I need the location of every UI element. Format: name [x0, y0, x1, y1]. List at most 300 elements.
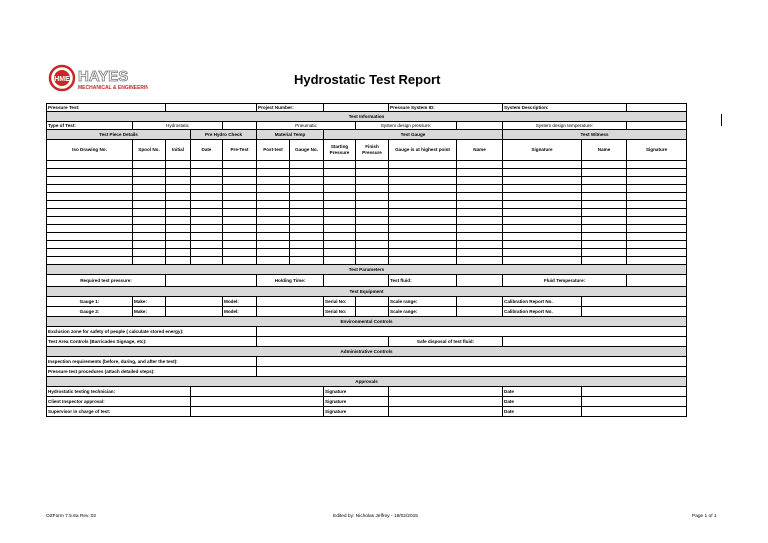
table-cell[interactable] [389, 201, 457, 209]
table-row [47, 201, 687, 209]
table-cell[interactable] [356, 249, 389, 257]
table-cell[interactable] [356, 217, 389, 225]
table-row [47, 225, 687, 233]
table-cell[interactable] [356, 185, 389, 193]
technician-date-field[interactable] [582, 387, 687, 397]
table-cell[interactable] [133, 193, 166, 201]
table-cell[interactable] [257, 201, 290, 209]
supervisor-name-field[interactable] [191, 407, 324, 417]
table-cell[interactable] [324, 161, 356, 169]
section-test-parameters: Test Parameters [47, 265, 687, 275]
table-cell[interactable] [582, 209, 627, 217]
type-of-test-label: Type of Test: [47, 122, 133, 130]
technician-signature-field[interactable] [389, 387, 503, 397]
client-inspector-signature-label: Signature [324, 397, 389, 407]
table-cell[interactable] [47, 217, 133, 225]
table-row [47, 161, 687, 169]
col-witness-signature-1: Signature [503, 140, 582, 161]
table-cell[interactable] [166, 241, 191, 249]
table-cell[interactable] [503, 161, 582, 169]
table-cell[interactable] [133, 177, 166, 185]
table-cell[interactable] [503, 169, 582, 177]
table-cell[interactable] [191, 241, 223, 249]
table-cell[interactable] [582, 185, 627, 193]
test-area-field[interactable] [257, 337, 389, 347]
table-cell[interactable] [257, 209, 290, 217]
table-cell[interactable] [257, 241, 290, 249]
table-cell[interactable] [356, 177, 389, 185]
col-witness-name-2: Name [582, 140, 627, 161]
table-cell[interactable] [457, 241, 503, 249]
gauge2-model-field[interactable] [257, 307, 324, 317]
pressure-procedures-row [47, 367, 687, 377]
table-cell[interactable] [191, 185, 223, 193]
pressure-procedures-field[interactable] [257, 367, 687, 377]
table-cell[interactable] [582, 217, 627, 225]
table-cell[interactable] [389, 233, 457, 241]
col-witness-name-1: Name [457, 140, 503, 161]
table-cell[interactable] [627, 249, 687, 257]
design-temperature-label: System design temperature: [503, 122, 627, 130]
table-cell[interactable] [290, 177, 324, 185]
table-cell[interactable] [133, 249, 166, 257]
table-cell[interactable] [223, 193, 257, 201]
table-cell[interactable] [290, 201, 324, 209]
table-cell[interactable] [191, 177, 223, 185]
gauge2-make-field[interactable] [166, 307, 223, 317]
exclusion-zone-label: Exclusion zone for safety of people ( calculate stored energy): [47, 327, 257, 337]
table-cell[interactable] [389, 161, 457, 169]
test-fluid-field[interactable] [457, 275, 503, 287]
table-cell[interactable] [503, 201, 582, 209]
table-cell[interactable] [457, 169, 503, 177]
table-cell[interactable] [47, 193, 133, 201]
table-cell[interactable] [627, 193, 687, 201]
inspection-req-label: Inspection requirements (before, during, and after the test): [47, 357, 257, 367]
table-cell[interactable] [627, 161, 687, 169]
gauge1-serial-field[interactable] [356, 297, 389, 307]
table-cell[interactable] [324, 185, 356, 193]
table-cell[interactable] [582, 257, 627, 265]
table-cell[interactable] [191, 209, 223, 217]
table-cell[interactable] [223, 225, 257, 233]
table-cell[interactable] [503, 209, 582, 217]
gauge1-label: Gauge 1: [47, 297, 133, 307]
table-cell[interactable] [223, 169, 257, 177]
table-cell[interactable] [257, 217, 290, 225]
table-cell[interactable] [627, 241, 687, 249]
table-cell[interactable] [503, 177, 582, 185]
table-cell[interactable] [324, 249, 356, 257]
table-cell[interactable] [290, 241, 324, 249]
table-cell[interactable] [457, 185, 503, 193]
gauge2-scale-field[interactable] [457, 307, 503, 317]
table-cell[interactable] [389, 169, 457, 177]
client-inspector-row [47, 397, 687, 407]
table-cell[interactable] [582, 241, 627, 249]
table-cell[interactable] [503, 257, 582, 265]
table-cell[interactable] [47, 169, 133, 177]
section-test-information: Test Information [47, 112, 687, 122]
table-cell[interactable] [582, 233, 627, 241]
header-row [47, 104, 687, 112]
gauge2-make-label: Make: [133, 307, 166, 317]
table-cell[interactable] [47, 185, 133, 193]
gauge1-calibration-field[interactable] [582, 297, 687, 307]
table-cell[interactable] [324, 217, 356, 225]
required-pressure-field[interactable] [166, 275, 257, 287]
table-cell[interactable] [257, 249, 290, 257]
col-post-test: Post-test [257, 140, 290, 161]
table-cell[interactable] [627, 209, 687, 217]
table-cell[interactable] [324, 169, 356, 177]
inspection-req-row [47, 357, 687, 367]
table-cell[interactable] [324, 233, 356, 241]
table-cell[interactable] [389, 257, 457, 265]
table-row [47, 193, 687, 201]
table-cell[interactable] [389, 241, 457, 249]
table-cell[interactable] [457, 257, 503, 265]
table-cell[interactable] [223, 185, 257, 193]
table-cell[interactable] [290, 193, 324, 201]
table-cell[interactable] [582, 249, 627, 257]
gauge2-calibration-label: Calibration Report No. [503, 307, 582, 317]
table-cell[interactable] [324, 209, 356, 217]
fluid-temperature-label: Fluid Temperature: [503, 275, 627, 287]
table-cell[interactable] [47, 241, 133, 249]
table-cell[interactable] [389, 193, 457, 201]
table-cell[interactable] [223, 233, 257, 241]
section-test-equipment: Test Equipment [47, 287, 687, 297]
table-cell[interactable] [457, 177, 503, 185]
section-approvals: Approvals [47, 377, 687, 387]
inspection-req-field[interactable] [257, 357, 687, 367]
table-cell[interactable] [356, 201, 389, 209]
gauge1-make-field[interactable] [166, 297, 223, 307]
col-date: Date [191, 140, 223, 161]
table-cell[interactable] [457, 217, 503, 225]
hydrostatic-check[interactable] [223, 122, 257, 130]
gauge1-model-label: Model: [223, 297, 257, 307]
table-cell[interactable] [223, 257, 257, 265]
pressure-test-label: Pressure Test: [47, 104, 166, 112]
table-cell[interactable] [356, 169, 389, 177]
section-environmental-controls: Environmental Controls [47, 317, 687, 327]
table-cell[interactable] [133, 257, 166, 265]
table-cell[interactable] [503, 241, 582, 249]
table-cell[interactable] [503, 249, 582, 257]
table-cell[interactable] [290, 169, 324, 177]
table-cell[interactable] [257, 233, 290, 241]
project-number-field[interactable] [324, 104, 389, 112]
test-report-form [46, 103, 687, 417]
table-cell[interactable] [133, 233, 166, 241]
table-cell[interactable] [166, 209, 191, 217]
table-cell[interactable] [47, 257, 133, 265]
table-row [47, 241, 687, 249]
page-number: Page 1 of 1 [692, 514, 717, 519]
table-cell[interactable] [257, 193, 290, 201]
design-pressure-field[interactable] [457, 122, 503, 130]
table-cell[interactable] [324, 225, 356, 233]
table-cell[interactable] [166, 169, 191, 177]
logo-badge: HME [54, 76, 70, 83]
gauge1-scale-label: Scale range: [389, 297, 457, 307]
gauge1-scale-field[interactable] [457, 297, 503, 307]
required-pressure-label: Required test pressure: [47, 275, 166, 287]
table-cell[interactable] [223, 249, 257, 257]
gauge2-scale-label: Scale range: [389, 307, 457, 317]
table-cell[interactable] [166, 201, 191, 209]
type-of-test-row [47, 122, 687, 130]
table-cell[interactable] [257, 185, 290, 193]
table-cell[interactable] [166, 193, 191, 201]
table-cell[interactable] [290, 217, 324, 225]
table-cell[interactable] [133, 225, 166, 233]
table-cell[interactable] [324, 193, 356, 201]
table-cell[interactable] [290, 233, 324, 241]
table-cell[interactable] [47, 201, 133, 209]
gauge2-serial-field[interactable] [356, 307, 389, 317]
column-header-row [47, 140, 687, 161]
supervisor-label: Supervisor in charge of test: [47, 407, 191, 417]
table-cell[interactable] [166, 225, 191, 233]
client-inspector-label: Client Inspector approval: [47, 397, 191, 407]
table-cell[interactable] [627, 225, 687, 233]
supervisor-date-label: Date [503, 407, 582, 417]
table-cell[interactable] [47, 233, 133, 241]
pressure-test-field[interactable] [166, 104, 257, 112]
table-cell[interactable] [133, 161, 166, 169]
table-cell[interactable] [166, 249, 191, 257]
table-cell[interactable] [627, 169, 687, 177]
table-cell[interactable] [257, 169, 290, 177]
edited-by: Edited by: Nicholas Jeffrey - 19/02/2015 [333, 514, 418, 519]
technician-label: Hydrostatic testing technician: [47, 387, 191, 397]
table-cell[interactable] [223, 161, 257, 169]
page-title: Hydrostatic Test Report [294, 72, 441, 87]
col-spool-no: Spool No. [133, 140, 166, 161]
table-cell[interactable] [223, 201, 257, 209]
pneumatic-option[interactable]: Pneumatic [257, 122, 356, 130]
table-cell[interactable] [582, 201, 627, 209]
table-cell[interactable] [191, 201, 223, 209]
table-cell[interactable] [356, 161, 389, 169]
supervisor-date-field[interactable] [582, 407, 687, 417]
company-logo [48, 62, 148, 94]
table-cell[interactable] [191, 161, 223, 169]
material-temp-header: Material Temp [257, 130, 324, 140]
supervisor-signature-field[interactable] [389, 407, 503, 417]
table-cell[interactable] [191, 249, 223, 257]
gauge1-model-field[interactable] [257, 297, 324, 307]
logo-wordmark: HAYES [78, 68, 129, 85]
technician-row [47, 387, 687, 397]
table-cell[interactable] [356, 209, 389, 217]
table-cell[interactable] [191, 193, 223, 201]
table-cell[interactable] [457, 225, 503, 233]
table-cell[interactable] [290, 249, 324, 257]
gauge2-calibration-field[interactable] [582, 307, 687, 317]
table-cell[interactable] [457, 161, 503, 169]
table-cell[interactable] [257, 257, 290, 265]
logo-subtitle: MECHANICAL & ENGINEERING [78, 85, 148, 91]
table-cell[interactable] [191, 225, 223, 233]
table-cell[interactable] [290, 185, 324, 193]
table-cell[interactable] [47, 225, 133, 233]
table-cell[interactable] [356, 193, 389, 201]
table-cell[interactable] [133, 185, 166, 193]
table-cell[interactable] [627, 185, 687, 193]
table-cell[interactable] [191, 257, 223, 265]
table-cell[interactable] [166, 177, 191, 185]
supervisor-row [47, 407, 687, 417]
design-temperature-field[interactable] [627, 122, 687, 130]
table-cell[interactable] [457, 249, 503, 257]
col-iso-drawing: Iso Drawing No. [47, 140, 133, 161]
table-cell[interactable] [223, 241, 257, 249]
table-cell[interactable] [133, 217, 166, 225]
table-cell[interactable] [290, 257, 324, 265]
holding-time-field[interactable] [324, 275, 389, 287]
table-cell[interactable] [324, 177, 356, 185]
table-cell[interactable] [389, 209, 457, 217]
table-cell[interactable] [290, 225, 324, 233]
table-cell[interactable] [503, 233, 582, 241]
gauge2-serial-label: Serial No: [324, 307, 356, 317]
hydrostatic-option[interactable]: Hydrostatic [133, 122, 223, 130]
client-inspector-date-label: Date [503, 397, 582, 407]
group-header-row [47, 130, 687, 140]
table-cell[interactable] [191, 233, 223, 241]
table-cell[interactable] [166, 217, 191, 225]
technician-name-field[interactable] [191, 387, 324, 397]
table-cell[interactable] [166, 185, 191, 193]
col-gauge-no: Gauge No. [290, 140, 324, 161]
table-row [47, 257, 687, 265]
table-row [47, 233, 687, 241]
pressure-system-id-label: Pressure System ID: [389, 104, 503, 112]
table-cell[interactable] [582, 193, 627, 201]
table-cell[interactable] [457, 193, 503, 201]
table-cell[interactable] [166, 161, 191, 169]
table-cell[interactable] [503, 225, 582, 233]
table-cell[interactable] [47, 161, 133, 169]
client-inspector-date-field[interactable] [582, 397, 687, 407]
table-cell[interactable] [503, 185, 582, 193]
supervisor-signature-label: Signature [324, 407, 389, 417]
table-cell[interactable] [356, 257, 389, 265]
gauge1-make-label: Make: [133, 297, 166, 307]
test-piece-details-header: Test Piece Details [47, 130, 191, 140]
table-cell[interactable] [582, 225, 627, 233]
table-cell[interactable] [191, 169, 223, 177]
col-witness-signature-2: Signature [627, 140, 687, 161]
table-row [47, 185, 687, 193]
table-cell[interactable] [503, 217, 582, 225]
table-cell[interactable] [324, 201, 356, 209]
test-gauge-header: Test Gauge [324, 130, 503, 140]
gauge2-row [47, 307, 687, 317]
design-pressure-label: System design pressure: [356, 122, 457, 130]
col-finish-pressure: Finish Pressure [356, 140, 389, 161]
table-cell[interactable] [133, 169, 166, 177]
table-row [47, 169, 687, 177]
gauge1-serial-label: Serial No: [324, 297, 356, 307]
table-row [47, 177, 687, 185]
table-cell[interactable] [133, 241, 166, 249]
table-cell[interactable] [457, 233, 503, 241]
table-cell[interactable] [582, 161, 627, 169]
table-cell[interactable] [324, 241, 356, 249]
table-cell[interactable] [223, 209, 257, 217]
table-cell[interactable] [324, 257, 356, 265]
table-cell[interactable] [166, 233, 191, 241]
system-description-field[interactable] [627, 104, 687, 112]
table-cell[interactable] [47, 249, 133, 257]
table-cell[interactable] [223, 217, 257, 225]
pre-hydro-check-header: Pre Hydro Check [191, 130, 257, 140]
table-cell[interactable] [133, 201, 166, 209]
table-cell[interactable] [503, 193, 582, 201]
table-cell[interactable] [133, 209, 166, 217]
table-cell[interactable] [457, 201, 503, 209]
table-cell[interactable] [582, 177, 627, 185]
table-cell[interactable] [356, 233, 389, 241]
table-cell[interactable] [389, 249, 457, 257]
technician-signature-label: Signature [324, 387, 389, 397]
table-cell[interactable] [356, 241, 389, 249]
exclusion-zone-row [47, 327, 687, 337]
table-cell[interactable] [257, 225, 290, 233]
table-cell[interactable] [47, 177, 133, 185]
table-cell[interactable] [627, 177, 687, 185]
project-number-label: Project Number: [257, 104, 324, 112]
system-description-label: System Description: [503, 104, 627, 112]
table-cell[interactable] [627, 201, 687, 209]
table-cell[interactable] [356, 225, 389, 233]
table-cell[interactable] [47, 209, 133, 217]
table-cell[interactable] [257, 161, 290, 169]
table-cell[interactable] [389, 225, 457, 233]
col-pre-test: Pre-Test [223, 140, 257, 161]
test-area-label: Test Area Controls (Barricades Signage, etc): [47, 337, 257, 347]
table-cell[interactable] [627, 257, 687, 265]
client-inspector-name-field[interactable] [191, 397, 324, 407]
safe-disposal-field[interactable] [503, 337, 687, 347]
table-row [47, 209, 687, 217]
table-cell[interactable] [290, 161, 324, 169]
table-cell[interactable] [582, 169, 627, 177]
parameters-row [47, 275, 687, 287]
gauge2-label: Gauge 2: [47, 307, 133, 317]
table-cell[interactable] [389, 217, 457, 225]
table-cell[interactable] [389, 177, 457, 185]
table-cell[interactable] [627, 233, 687, 241]
exclusion-zone-field[interactable] [257, 327, 687, 337]
holding-time-label: Holding Time: [257, 275, 324, 287]
table-cell[interactable] [166, 257, 191, 265]
table-cell[interactable] [257, 177, 290, 185]
table-cell[interactable] [457, 209, 503, 217]
table-cell[interactable] [223, 177, 257, 185]
client-inspector-signature-field[interactable] [389, 397, 503, 407]
fluid-temperature-field[interactable] [627, 275, 687, 287]
table-cell[interactable] [389, 185, 457, 193]
table-cell[interactable] [191, 217, 223, 225]
table-cell[interactable] [627, 217, 687, 225]
table-cell[interactable] [290, 209, 324, 217]
